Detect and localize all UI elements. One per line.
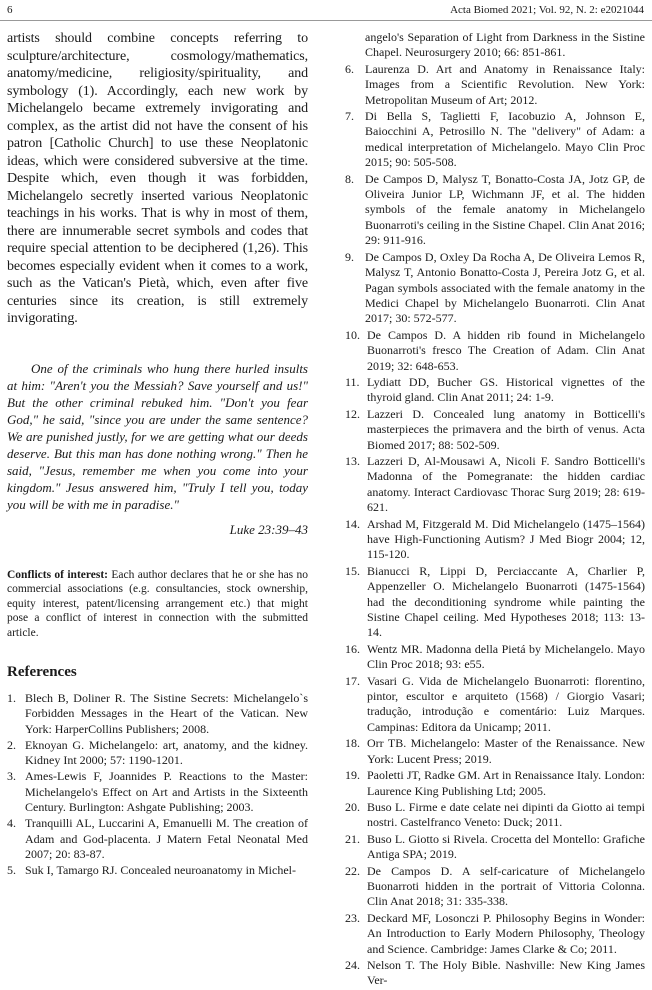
reference-item xyxy=(345,674,645,736)
reference-text: Suk I, Tamargo RJ. Concealed neuroanatomy in Michel- xyxy=(25,863,296,878)
reference-number: 12. xyxy=(345,406,360,421)
reference-text: Lazzeri D, Al-Mousawi A, Nicoli F. Sandro Botticelli's Madonna of the Pomegranate: the hidden cardiac anatomy. Interact Cardiovasc Thorac Surg 2019; 28: 619-621. xyxy=(367,453,645,515)
reference-number: 5. xyxy=(7,863,16,878)
reference-text: Bianucci R, Lippi D, Perciaccante A, Charlier P, Appenzeller O. Michelangelo Buonarroti (1475-1564) had the deconditioning syndrome while painting the Sistine Chapel ceiling. Med Hypotheses 2018; 113: 13-14. xyxy=(367,563,645,640)
reference-item xyxy=(345,864,645,910)
reference-number: 7. xyxy=(345,109,354,124)
reference-text: Buso L. Firme e date celate nei dipinti da Giotto ai tempi nostri. Castelfranco Veneto: Duck; 2011. xyxy=(367,799,645,830)
reference-text: De Campos D, Malysz T, Bonatto-Costa JA, Jotz GP, de Oliveira Junior LP, Wichmann JF, et al. The hidden symbols of the female anatomy in Michelangelo Buonarroti's ceiling in the Sistine Chapel. Clin Anat 2016; 29: 911-916. xyxy=(365,171,645,248)
reference-continuation xyxy=(345,30,645,61)
reference-item xyxy=(345,564,645,641)
running-header xyxy=(0,0,652,21)
right-column xyxy=(345,30,645,990)
reference-number: 9. xyxy=(345,249,354,264)
reference-number: 6. xyxy=(345,61,354,76)
reference-item xyxy=(345,800,645,831)
reference-text: Wentz MR. Madonna della Pietá by Michelangelo. Mayo Clin Proc 2018; 93: e55. xyxy=(367,641,645,672)
reference-item xyxy=(345,736,645,767)
reference-text: Lazzeri D. Concealed lung anatomy in Botticelli's masterpieces the primavera and the birth of venus. Acta Biomed 2017; 88: 502-509. xyxy=(367,406,645,452)
references-heading: References xyxy=(7,664,77,680)
reference-number: 13. xyxy=(345,453,360,468)
reference-text: angelo's Separation of Light from Darkness in the Sistine Chapel. Neurosurgery 2010; 66: 851-861. xyxy=(365,30,645,60)
left-column xyxy=(7,30,308,880)
reference-item xyxy=(345,407,645,453)
reference-item xyxy=(7,738,308,769)
reference-item xyxy=(7,863,308,878)
reference-text: Ames-Lewis F, Joannides P. Reactions to the Master: Michelangelo's Effect on Art and Artists in the Sixteenth Century. Burlington: Ashgate Publishing; 2003. xyxy=(25,769,308,815)
reference-item xyxy=(345,517,645,563)
reference-text: Tranquilli AL, Luccarini A, Emanuelli M. The creation of Adam and God-placenta. J Matern Fetal Neonatal Med 2007; 20: 83-87. xyxy=(25,816,308,861)
reference-number: 21. xyxy=(345,831,360,846)
conflicts-of-interest xyxy=(7,568,308,641)
reference-text: Paoletti JT, Radke GM. Art in Renaissance Italy. London: Laurence King Publishing Ltd; 2005. xyxy=(367,768,645,798)
reference-text: Lydiatt DD, Bucher GS. Historical vignettes of the thyroid gland. Clin Anat 2011; 24: 1-9. xyxy=(367,374,645,405)
reference-text: De Campos D. A self-caricature of Michelangelo Buonarroti hidden in the portrait of Vittoria Colonna. Clin Anat 2018; 31: 335-338. xyxy=(367,863,645,909)
reference-number: 20. xyxy=(345,799,360,814)
reference-item xyxy=(7,769,308,815)
reference-number: 22. xyxy=(345,863,360,878)
reference-item xyxy=(345,454,645,516)
reference-number: 24. xyxy=(345,957,360,972)
reference-number: 14. xyxy=(345,516,360,531)
reference-number: 11. xyxy=(345,374,360,389)
quote-citation: Luke 23:39–43 xyxy=(229,521,308,537)
page-number: 6 xyxy=(7,4,13,16)
reference-number: 19. xyxy=(345,768,360,783)
bible-quote: One of the criminals who hung there hurled insults at him: "Aren't you the Messiah? Save yourself and us!" But the other criminal rebuked him. "Don't you fear God," he said, "since you are under the same sentence? We are punished justly, for we are getting what our deeds deserve. But this man has done nothing wrong." Then he said, "Jesus, remember me when you come into your kingdom." Jesus answered him, "Truly I tell you, today you will be with me in paradise." xyxy=(7,360,308,512)
conflicts-label: Conflicts of interest: xyxy=(7,568,109,581)
reference-text: Eknoyan G. Michelangelo: art, anatomy, and the kidney. Kidney Int 2000; 57: 1190-1201. xyxy=(25,737,308,768)
reference-item xyxy=(345,832,645,863)
reference-item xyxy=(345,375,645,406)
reference-number: 1. xyxy=(7,691,16,705)
reference-item xyxy=(345,911,645,957)
reference-text: De Campos D. A hidden rib found in Michelangelo Buonarroti's fresco The Creation of Adam. Clin Anat 2019; 32: 648-653. xyxy=(367,327,645,373)
reference-text: De Campos D, Oxley Da Rocha A, De Oliveira Lemos R, Malysz T, Antonio Bonatto-Costa J, Pereira Jotz G, et al. Pagan symbols associated with the female anatomy in the Medici Chapel by Michelangelo Buonarroti. Clin Anat 2017; 30: 572-577. xyxy=(365,249,645,326)
reference-text: Nelson T. The Holy Bible. Nashville: New King James Ver- xyxy=(367,957,645,988)
reference-number: 3. xyxy=(7,769,16,784)
reference-number: 4. xyxy=(7,816,16,831)
reference-text: Deckard MF, Losonczi P. Philosophy Begins in Wonder: An Introduction to Early Modern Philosophy, Theology and Science. Cambridge: James Clarke & Co; 2011. xyxy=(367,910,645,956)
reference-number: 2. xyxy=(7,737,16,752)
reference-list-right xyxy=(345,30,645,989)
journal-citation: Acta Biomed 2021; Vol. 92, N. 2: e2021044 xyxy=(450,4,644,16)
reference-item xyxy=(345,958,645,989)
reference-item xyxy=(345,250,645,327)
reference-text: Di Bella S, Taglietti F, Iacobuzio A, Johnson E, Baiocchini A, Petrosillo N. The "delivery" of Adam: a medical interpretation of Michelangelo. Mayo Clin Proc 2015; 90: 505-508. xyxy=(365,109,645,170)
reference-item xyxy=(345,172,645,249)
reference-number: 18. xyxy=(345,736,360,751)
reference-text: Laurenza D. Art and Anatomy in Renaissance Italy: Images from a Scientific Revolution. New York: Metropolitan Museum of Art; 2012. xyxy=(365,61,645,107)
reference-item xyxy=(345,109,645,171)
reference-number: 8. xyxy=(345,171,354,186)
reference-item xyxy=(7,816,308,862)
reference-number: 17. xyxy=(345,673,360,688)
reference-number: 15. xyxy=(345,563,360,578)
reference-number: 16. xyxy=(345,641,360,656)
reference-text: Arshad M, Fitzgerald M. Did Michelangelo (1475–1564) have High-Functioning Autism? J Med Biogr 2004; 12, 115-120. xyxy=(367,516,645,562)
reference-list-left xyxy=(7,691,308,879)
reference-item xyxy=(345,328,645,374)
reference-text: Blech B, Doliner R. The Sistine Secrets: Michelangelo`s Forbidden Messages in the Heart of the Vatican. New York: HarperCollins Publishers; 2008. xyxy=(25,691,308,736)
reference-item xyxy=(345,642,645,673)
reference-item xyxy=(7,691,308,737)
reference-number: 23. xyxy=(345,910,360,925)
reference-text: Orr TB. Michelangelo: Master of the Renaissance. New York: Lucent Press; 2019. xyxy=(367,736,645,766)
reference-item xyxy=(345,62,645,108)
body-paragraph: artists should combine concepts referring to sculpture/architecture, cosmology/mathematics, anatomy/medicine, religiosity/spirituality, and symbology (1). Accordingly, each new work by Michelangelo became extremely invigorating and complex, as the artist did not have the consent of his patron [Catholic Church] to use these Neoplatonic ideas, which were considered subversive at the time. Despite which, even though it was forbidden, Michelangelo secretly inserted various Neoplatonic teachings in his works. That is why in most of them, there are innumerable secret symbols and codes that require special attention to be deciphered (1,26). This becomes especially evident when it comes to a work, such as the Vatican's Pietà, which, even after five centuries since its creation, is still extremely invigorating. xyxy=(7,31,308,326)
reference-item xyxy=(345,768,645,799)
reference-text: Vasari G. Vida de Michelangelo Buonarroti: florentino, pintor, escultor e arquiteto (1568) / Giorgio Vasari; tradução, introdução e comentário: Luiz Marques. Campinas: Editora da Unicamp; 2011. xyxy=(367,673,645,734)
reference-text: Buso L. Giotto si Rivela. Crocetta del Montello: Grafiche Antiga SPA; 2019. xyxy=(367,831,645,862)
conflicts-text: Each author declares that he or she has no commercial associations (e.g. consultancies, stock ownership, equity interest, patent/licensing arrangement etc.) that might pose a conflict of interest in connection with the submitted article. xyxy=(7,568,308,639)
reference-number: 10. xyxy=(345,327,360,342)
